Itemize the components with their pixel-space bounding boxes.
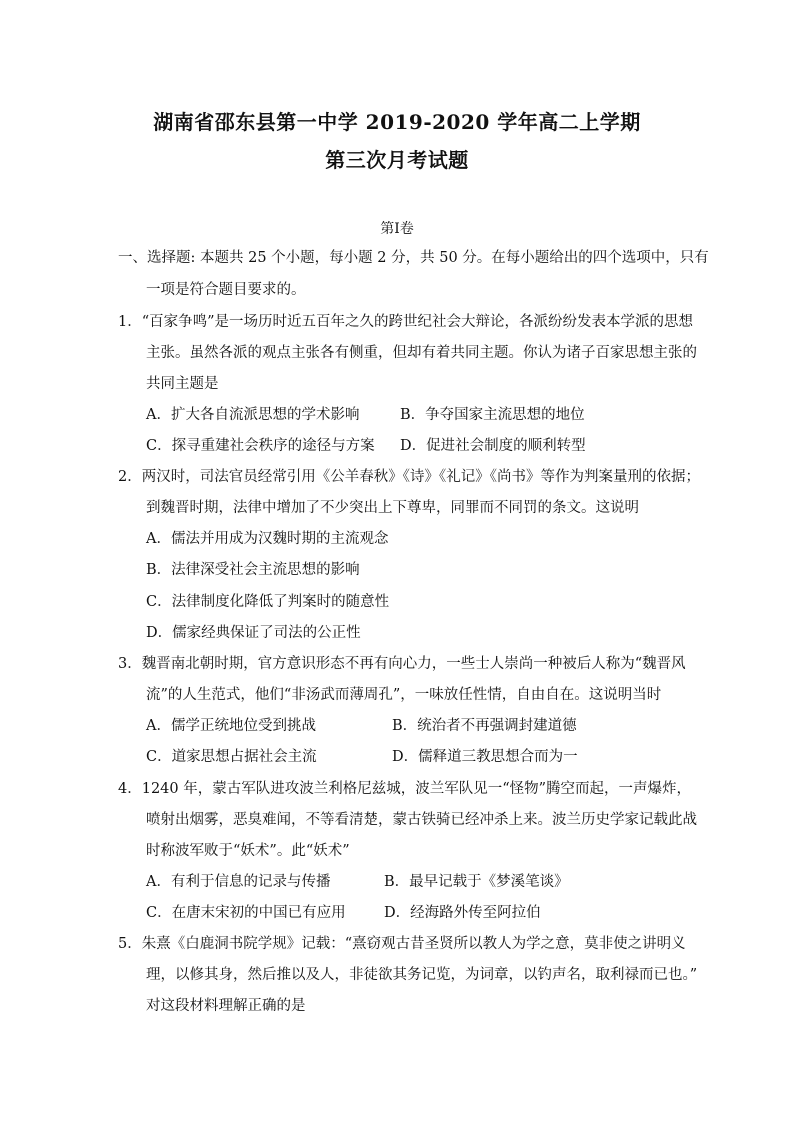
question-4-option-d[interactable]: D．经海路外传至阿拉伯 <box>384 905 541 921</box>
exam-subtitle: 第三次月考试题 <box>325 148 469 172</box>
question-3-option-c[interactable]: C．道家思想占据社会主流 <box>146 749 317 765</box>
question-2-stem: 2．两汉时，司法官员经常引用《公羊春秋》《诗》《礼记》《尚书》等作为判案量刑的依据； <box>118 469 700 485</box>
question-4-option-c[interactable]: C．在唐末宋初的中国已有应用 <box>146 905 346 921</box>
instructions-line: 一、选择题: 本题共 25 个小题，每小题 2 分，共 50 分。在每小题给出的四个选项中，只有 <box>118 250 709 266</box>
question-1-option-b[interactable]: B．争夺国家主流思想的地位 <box>400 407 585 423</box>
question-2-option-a[interactable]: A．儒法并用成为汉魏时期的主流观念 <box>146 531 389 547</box>
question-2-option-b[interactable]: B．法律深受社会主流思想的影响 <box>146 562 360 578</box>
question-5-stem: 5．朱熹《白鹿洞书院学规》记载：“熹窃观古昔圣贤所以教人为学之意，莫非使之讲明义 <box>118 936 686 952</box>
question-2-option-c[interactable]: C．法律制度化降低了判案时的随意性 <box>146 594 390 610</box>
question-4-option-b[interactable]: B．最早记载于《梦溪笔谈》 <box>384 874 569 890</box>
question-4-option-a[interactable]: A．有利于信息的记录与传播 <box>146 874 331 890</box>
question-3-stem: 3．魏晋南北朝时期，官方意识形态不再有向心力，一些士人崇尚一种被后人称为“魏晋风 <box>118 656 686 672</box>
question-1-option-a[interactable]: A．扩大各自流派思想的学术影响 <box>146 407 360 423</box>
question-4-stem: 喷射出烟雾，恶臭难闻，不等看清楚，蒙古铁骑已经冲杀上来。波兰历史学家记载此战 <box>146 812 697 828</box>
question-1-stem: 主张。虽然各派的观点主张各有侧重，但却有着共同主题。你认为诸子百家思想主张的 <box>146 345 697 361</box>
question-4-stem: 4．1240 年，蒙古军队进攻波兰利格尼兹城，波兰军队见一“怪物”腾空而起，一声爆炸， <box>118 781 692 797</box>
question-3-option-a[interactable]: A．儒学正统地位受到挑战 <box>146 718 316 734</box>
question-1-option-c[interactable]: C．探寻重建社会秩序的途径与方案 <box>146 438 375 454</box>
question-5-stem: 理，以修其身，然后推以及人，非徒欲其务记览，为词章，以钓声名，取利禄而已也。” <box>146 967 698 983</box>
question-3-stem: 流”的人生范式，他们“非汤武而薄周孔”，一味放任性情，自由自在。这说明当时 <box>146 687 662 703</box>
instructions-line: 一项是符合题目要求的。 <box>146 282 306 298</box>
question-3-option-b[interactable]: B．统治者不再强调封建道德 <box>392 718 577 734</box>
question-2-stem: 到魏晋时期，法律中增加了不少突出上下尊卑，同罪而不同罚的条文。这说明 <box>146 500 639 516</box>
question-1-stem: 1．“百家争鸣”是一场历时近五百年之久的跨世纪社会大辩论，各派纷纷发表本学派的思想 <box>118 314 694 330</box>
question-1-option-d[interactable]: D．促进社会制度的顺利转型 <box>400 438 586 454</box>
question-5-stem: 对这段材料理解正确的是 <box>146 998 306 1014</box>
question-2-option-d[interactable]: D．儒家经典保证了司法的公正性 <box>146 625 361 641</box>
question-4-stem: 时称波军败于“妖术”。此“妖术” <box>146 843 350 859</box>
exam-title: 湖南省邵东县第一中学 2019-2020 学年高二上学期 <box>153 110 641 134</box>
section-heading: 第Ⅰ卷 <box>380 221 414 237</box>
question-1-stem: 共同主题是 <box>146 376 219 392</box>
question-3-option-d[interactable]: D．儒释道三教思想合而为一 <box>392 749 578 765</box>
